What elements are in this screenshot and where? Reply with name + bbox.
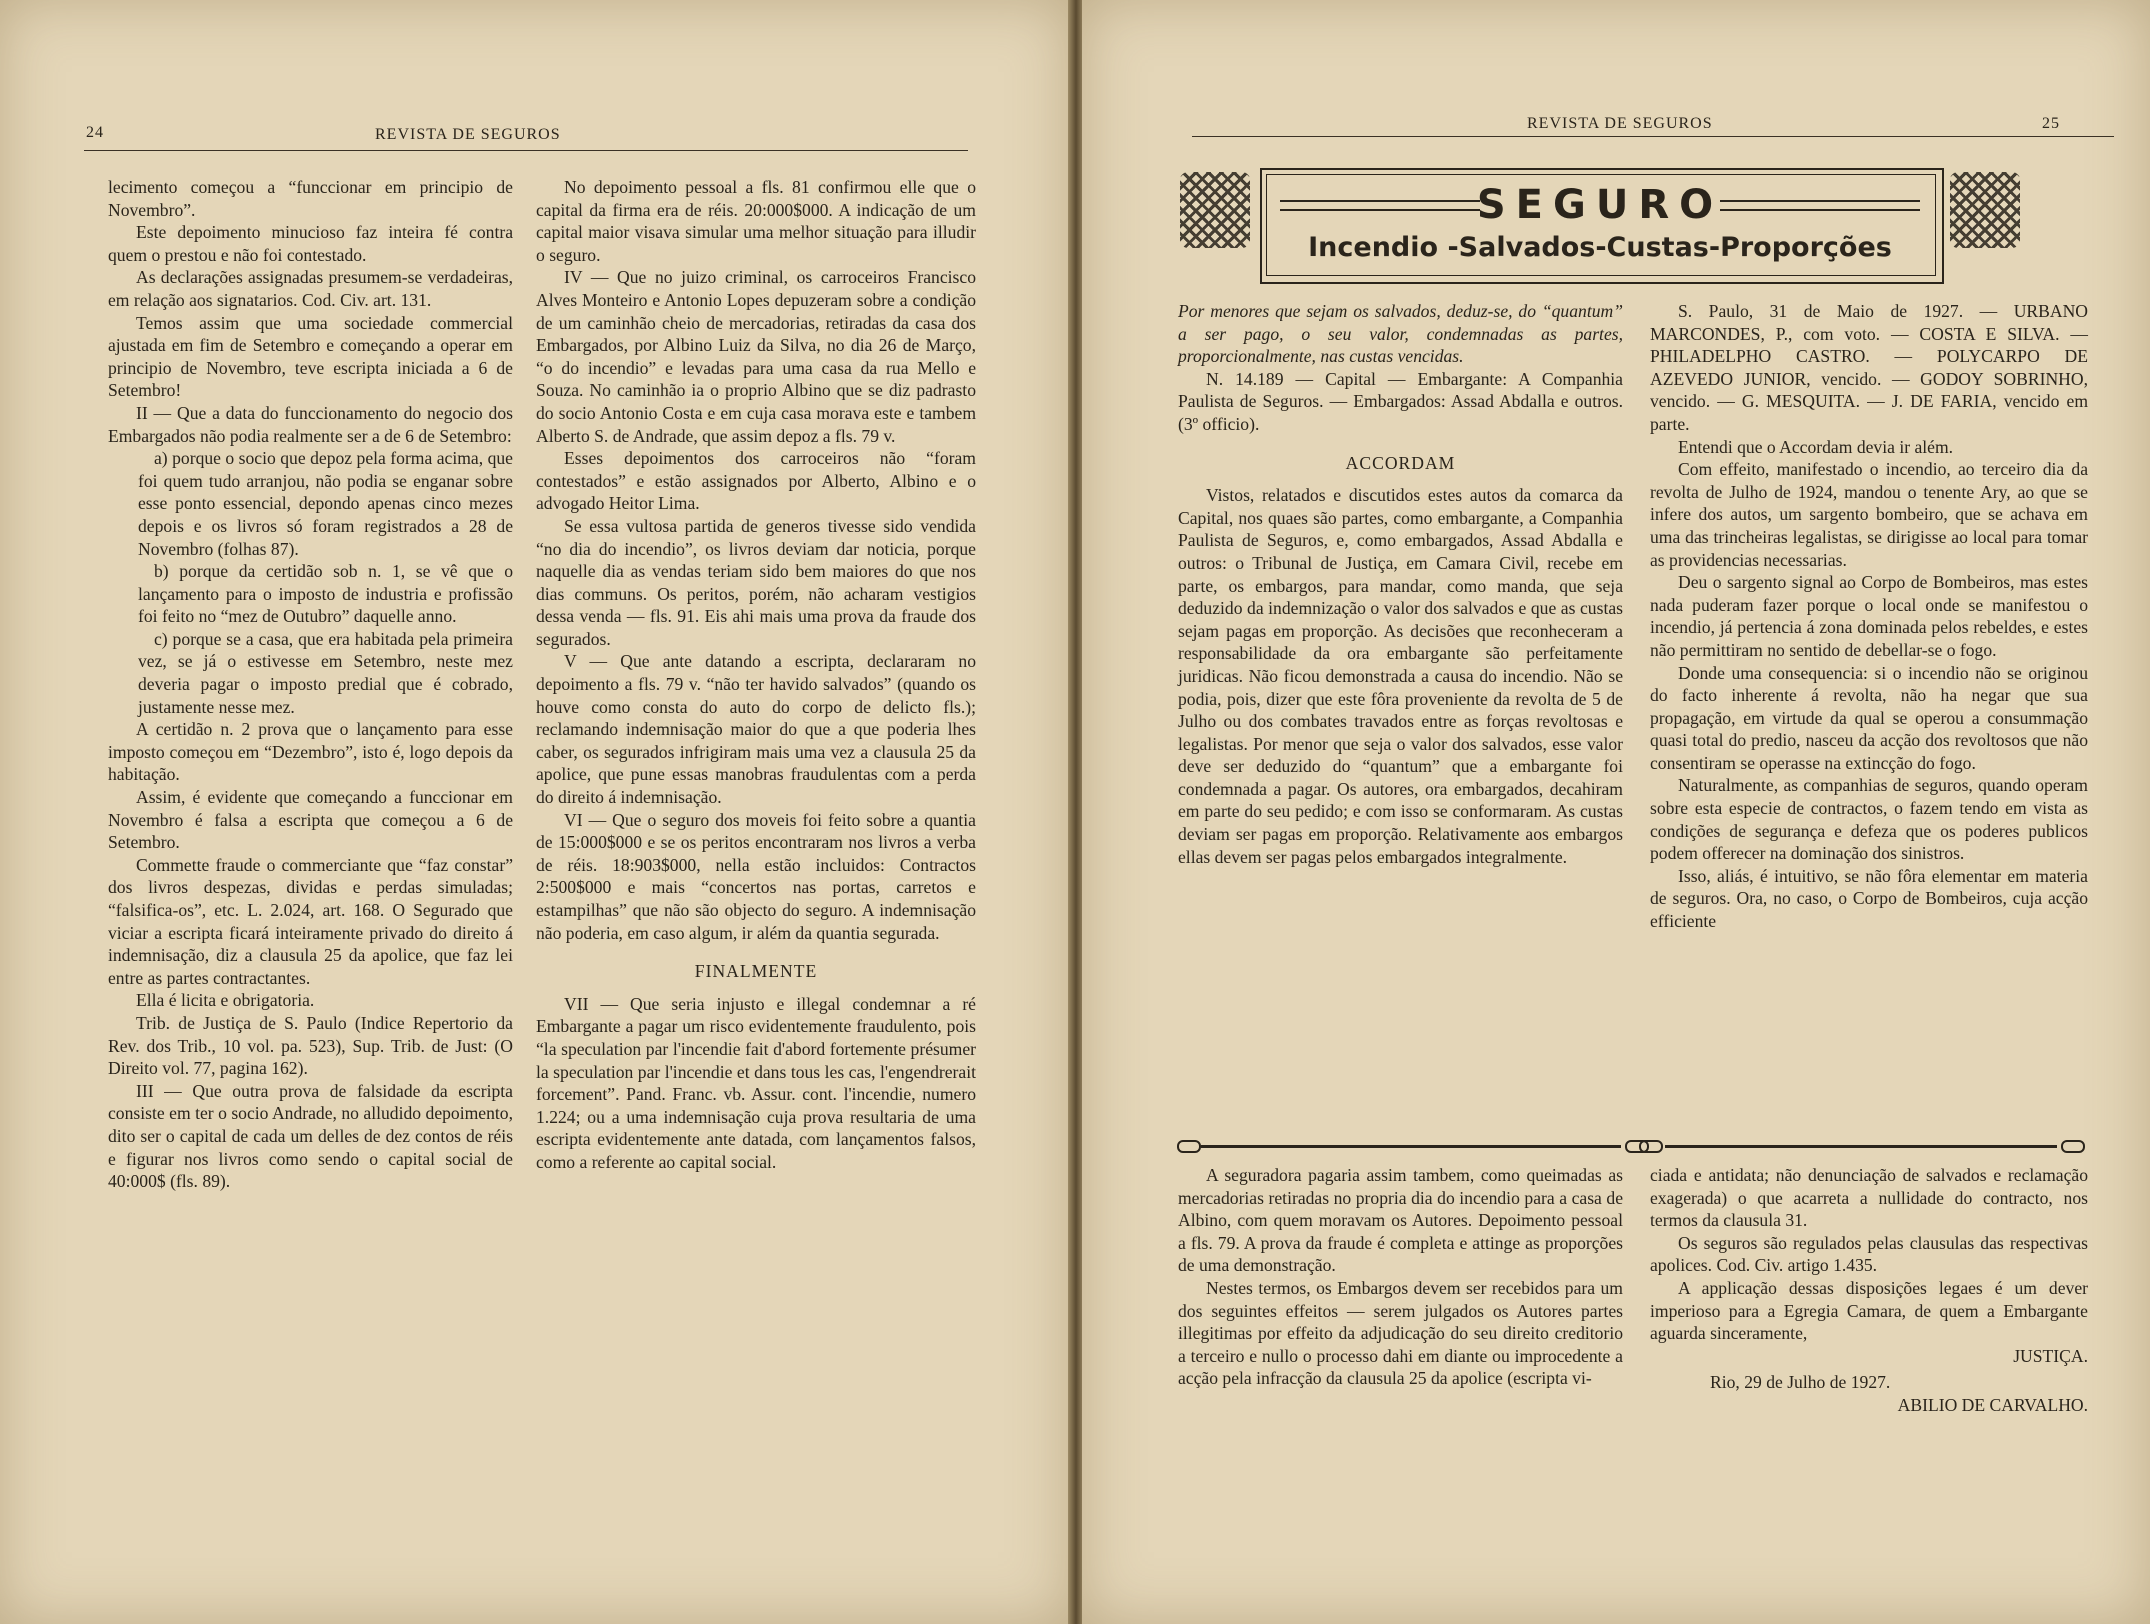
- running-head: REVISTA DE SEGUROS: [1527, 115, 1713, 132]
- paragraph: Deu o sargento signal ao Corpo de Bombeiros, mas estes nada puderam fazer porque o local onde se manifestou o incendio, já pertencia á zona dominada pelos rebeldes, e estes não permittiram no sentido de debellar-se o fogo.: [1650, 572, 2088, 660]
- section-divider: [1177, 1140, 2082, 1152]
- paragraph: Trib. de Justiça de S. Paulo (Indice Repertorio da Rev. dos Trib., 10 vol. pa. 523), Sup. Trib. de Just: (O Direito vol. 77, pagina 162).: [108, 1012, 513, 1079]
- paragraph: Por menores que sejam os salvados, deduz-se, do “quantum” a ser pago, o seu valor, condemnadas as partes, proporcionalmente, nas custas vencidas.: [1178, 301, 1623, 367]
- paragraph: V — Que ante datando a escripta, declararam no depoimento a fls. 79 v. “não ter havido salvados” (quando os houve como consta do auto do corpo de delicto fls.); reclamando indemnisação maior do que a que poderia lhes caber, os segurados infrigiram mais uma vez a clausula 25 da apolice, que pune essas manobras fraudulentas com a perda do direito á indemnisação.: [536, 651, 976, 808]
- paragraph: A seguradora pagaria assim tambem, como queimadas as mercadorias retiradas no propria dia do incendio para a casa de Albino, com quem moravam os Autores. Depoimento pessoal a fls. 79. A prova da fraude é completa e attinge as proporções de uma demonstração.: [1178, 1165, 1623, 1276]
- divider-line: [1201, 1145, 1621, 1148]
- paragraph: Se essa vultosa partida de generos tivesse sido vendida “no dia do incendio”, os livros deviam dar noticia, porque naquelle dia as vendas teriam sido bem maiores do que nos dias communs. Os peritos, porém, não acharam vestigios dessa venda — fls. 91. Eis ahi mais uma prova da fraude dos segurados.: [536, 515, 976, 649]
- paragraph: VII — Que seria injusto e illegal condemnar a ré Embargante a pagar um risco evidentemente fraudulento, pois “la speculation par l'incendie fait d'abord fortemente présumer la speculation par l'incendie et dans tous les cas, l'engendrerait forcement”. Pand. Franc. vb. Assur. cont. l'incendie, numero 1.224; ou a uma indemnisação cuja prova resultaria de uma escripta evidentemente ante datada, com lançamentos falsos, como a referente ao capital social.: [536, 993, 976, 1172]
- closing: JUSTIÇA.: [2013, 1345, 2088, 1366]
- divider-ornament: [1639, 1140, 1663, 1153]
- left-page: [0, 0, 1070, 1624]
- divider-ornament: [1177, 1140, 1201, 1153]
- paragraph: VI — Que o seguro dos moveis foi feito sobre a quantia de 15:000$000 e se os peritos encontraram nos livros a verba de réis. 18:903$000, nella estão incluidos: Contractos 2:500$000 e mais “concertos nas portas, carretos e estampilhas” que não são objecto do seguro. A indemnisação não poderia, em caso algum, ir além da quantia segurada.: [536, 809, 976, 943]
- page-number: 25: [2042, 115, 2060, 132]
- paragraph: b) porque da certidão sob n. 1, se vê que o lançamento para o imposto de industria e profissão foi feito no “mez de Outubro” daquelle anno.: [138, 561, 513, 627]
- paragraph: Assim, é evidente que começando a funccionar em Novembro é falsa a escripta que começou a 6 de Setembro.: [108, 787, 513, 853]
- right-column-2-bottom: [1650, 1164, 2088, 1417]
- paragraph: Vistos, relatados e discutidos estes autos da comarca da Capital, nos quaes são partes, como embargante, a Companhia Paulista de Seguros, e, como embargados, Assad Abdalla e outros: o Tribunal de Justiça, em Camara Civil, recebe em parte, os embargos, para mandar, como manda, que seja deduzido da indemnização o valor dos salvados e que as custas sejam pagas em proporção. As decisões que reconheceram a responsabilidade da ora embargante são perfeitamente juridicas. Não ficou demonstrada a causa do incendio. Não se podia, pois, dizer que este fôra proveniente da revolta de 5 de Julho ou dos combates travados entre as forças revoltosas e legalistas. Por menor que seja o valor dos salvados, esse valor deve ser deduzido do “quantum” que a embargante foi condemnada a pagar. Os autores, ora embargados, decahiram em parte do seu pedido; e com isso se conformaram. As custas deviam ser pagas em proporção. Relativamente aos embargos ellas devem ser pagas pelos embargados integralmente.: [1178, 485, 1623, 867]
- right-column-1: [1178, 300, 1623, 868]
- section-heading: ACCORDAM: [1345, 452, 1456, 473]
- paragraph: A certidão n. 2 prova que o lançamento para esse imposto começou em “Dezembro”, isto é, logo depois da habitação.: [108, 719, 513, 785]
- left-column-2: [536, 176, 976, 1174]
- paragraph: Isso, aliás, é intuitivo, se não fôra elementar em materia de seguros. Ora, no caso, o Corpo de Bombeiros, cuja acção efficiente: [1650, 865, 2088, 932]
- paragraph: Temos assim que uma sociedade commercial ajustada em fim de Setembro e começando a operar em principio de Novembro, teve escripta iniciada a 6 de Setembro!: [108, 312, 513, 401]
- banner-title: SEGURO: [1476, 182, 1724, 228]
- paragraph: lecimento começou a “funccionar em principio de Novembro”.: [108, 177, 513, 220]
- section-banner: [1170, 160, 2030, 290]
- paragraph: Naturalmente, as companhias de seguros, quando operam sobre esta especie de contractos, o fazem tendo em vista as condições de segurança e defeza que os poderes publicos podem offerecer na dominação dos sinistros.: [1650, 775, 2088, 864]
- header-rule: [84, 150, 968, 151]
- paragraph: Nestes termos, os Embargos devem ser recebidos para um dos seguintes effeitos — serem julgados os Autores partes illegitimas por effeito da adjudicação do seu direito creditorio a terceiro e nullo o processo dahi em diante ou improcedente a acção pela infracção da clausula 25 da apolice (escripta vi-: [1178, 1277, 1623, 1389]
- right-column-1-bottom: [1178, 1164, 1623, 1390]
- signature: ABILIO DE CARVALHO.: [1897, 1394, 2088, 1415]
- paragraph: A applicação dessas disposições legaes é um dever imperioso para a Egregia Camara, de quem a Embargante aguarda sinceramente,: [1650, 1277, 2088, 1344]
- running-head: REVISTA DE SEGUROS: [375, 126, 561, 143]
- paragraph: Ella é licita e obrigatoria.: [136, 990, 315, 1011]
- paragraph: Commette fraude o commerciante que “faz constar” dos livros despezas, dividas e perdas simuladas; “falsifica-os”, etc. L. 2.024, art. 168. O Segurado que viciar a escripta ficará inteiramente privado do direito á indemnisação, diz a clausula 25 da apolice, que faz lei entre as partes contractantes.: [108, 854, 513, 988]
- date-line: Rio, 29 de Julho de 1927.: [1710, 1372, 1891, 1393]
- paragraph: c) porque se a casa, que era habitada pela primeira vez, se já o estivesse em Setembro, neste mez deveria pagar o imposto predial que é cobrado, justamente nesse mez.: [138, 628, 513, 717]
- paragraph: Com effeito, manifestado o incendio, ao terceiro dia da revolta de Julho de 1924, mandou o tenente Ary, ao que se infere dos autos, um sargento bombeiro, que se achava em uma das trincheiras legalistas, se dirigisse ao local para tomar as providencias necessarias.: [1650, 459, 2088, 570]
- paragraph: Entendi que o Accordam devia ir além.: [1678, 436, 1954, 457]
- paragraph: II — Que a data do funccionamento do negocio dos Embargados não podia realmente ser a de 6 de Setembro:: [108, 402, 513, 446]
- paragraph: Os seguros são regulados pelas clausulas das respectivas apolices. Cod. Civ. artigo 1.435.: [1650, 1232, 2088, 1276]
- divider-ornament: [2061, 1140, 2085, 1153]
- paragraph: N. 14.189 — Capital — Embargante: A Companhia Paulista de Seguros. — Embargados: Assad Abdalla e outros. (3º officio).: [1178, 368, 1623, 434]
- paragraph: As declarações assignadas presumem-se verdadeiras, em relação aos signatarios. Cod. Civ. art. 131.: [108, 267, 513, 310]
- right-column-2: [1650, 300, 2088, 933]
- header-rule: [1192, 136, 2114, 137]
- paragraph: No depoimento pessoal a fls. 81 confirmou elle que o capital da firma era de réis. 20:000$000. A indicação de um capital maior visava simular uma melhor situação para illudir o seguro.: [536, 177, 976, 265]
- paragraph: S. Paulo, 31 de Maio de 1927. — URBANO MARCONDES, P., com voto. — COSTA E SILVA. — PHILADELPHO CASTRO. — POLYCARPO DE AZEVEDO JUNIOR, vencido. — GODOY SOBRINHO, vencido. — G. MESQUITA. — J. DE FARIA, vencido em parte.: [1650, 301, 2088, 434]
- page-number: 24: [86, 124, 104, 141]
- section-heading: FINALMENTE: [694, 961, 818, 982]
- paragraph: a) porque o socio que depoz pela forma acima, que foi quem tudo arranjou, não podia se enganar sobre esse ponto essencial, depondo apenas cinco mezes depois e os livros só foram registrados a 28 de Novembro (folhas 87).: [138, 448, 513, 559]
- paragraph: III — Que outra prova de falsidade da escripta consiste em ter o socio Andrade, no alludido depoimento, dito ser o capital de cada um delles de dez contos de réis e figurar nos livros como sendo o capital social de 40:000$ (fls. 89).: [108, 1080, 513, 1192]
- banner-subtitle: Incendio -Salvados-Custas-Proporções: [1308, 232, 1892, 263]
- paragraph: ciada e antidata; não denunciação de salvados e reclamação exagerada) o que acarreta a nullidade do contracto, nos termos da clausula 31.: [1650, 1165, 2088, 1231]
- paragraph: IV — Que no juizo criminal, os carroceiros Francisco Alves Monteiro e Antonio Lopes depuzeram sobre a condição de um caminhão cheio de mercadorias, retiradas da casa dos Embargados, por Albino Luiz da Silva, no dia 26 de Março, “o do incendio” e levadas para uma casa da rua Mello e Souza. No caminhão ia o proprio Albino que se diz padrasto do socio Antonio Costa e em cuja casa morava este e tambem Alberto S. de Andrade, que assim depoz a fls. 79 v.: [536, 267, 976, 446]
- divider-line: [1665, 1145, 2057, 1148]
- left-column-1: [108, 176, 513, 1193]
- paragraph: Esses depoimentos dos carroceiros não “foram contestados” e estão assignados por Alberto, Albino e o advogado Heitor Lima.: [536, 448, 976, 514]
- paragraph: Este depoimento minucioso faz inteira fé contra quem o prestou e não foi contestado.: [108, 222, 513, 265]
- paragraph: Donde uma consequencia: si o incendio não se originou do facto inherente á revolta, não ha negar que sua propagação, em virtude da qual se operou a consummação quasi total do predio, nasceu da acção dos revoltosos que não consentiram se operasse na extincção do fogo.: [1650, 662, 2088, 773]
